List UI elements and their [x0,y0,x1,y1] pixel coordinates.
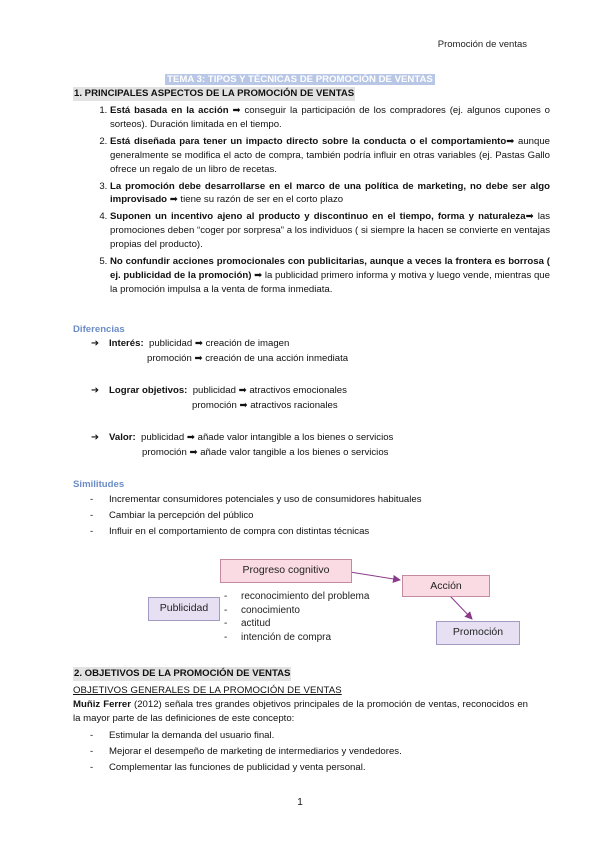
diff-desc: creación de imagen [205,338,290,349]
list-item: - Complementar las funciones de publicidad y venta personal. [90,761,530,775]
item-text: conseguir la participación de los compradores (ej. algunos cupones o sorteos). Duración limitada en el tiempo. [110,105,551,130]
section2-subheading: OBJETIVOS GENERALES DE LA PROMOCIÓN DE VENTAS [73,685,342,696]
section1-heading: 1. PRINCIPALES ASPECTOS DE LA PROMOCIÓN DE VENTAS [74,88,355,99]
list-item: - reconocimiento del problema [224,590,369,604]
item-text: las promociones deben “coger por sorpresa” a los individuos ( si siempre la hacen se convierte en ventajas propias del producto). [110,211,550,251]
accion-box: Acción [402,575,490,597]
diff-term: promoción [147,353,192,364]
diferencias-label: Diferencias [73,324,125,335]
arrow-icon: ➡ [506,135,515,147]
item-bold: Está basada en la acción [110,105,229,116]
diff-term: promoción [142,447,187,458]
list-item: - Cambiar la percepción del público [90,509,530,523]
promocion-box: Promoción [436,621,520,645]
list-item: - conocimiento [224,604,369,618]
list-item: - Incrementar consumidores potenciales y uso de consumidores habituales [90,493,530,507]
arrow-accion-promocion [450,596,472,619]
item-bold: No confundir acciones promocionales con publicitarias, aunque a veces la frontera es borrosa ( ej. publicidad de la promoción) [110,256,550,281]
publicidad-box: Publicidad [148,597,220,621]
diff-desc: añade valor tangible a los bienes o servicios [200,447,389,458]
similitudes-label: Similitudes [73,479,125,490]
progreso-cognitivo-box: Progreso cognitivo [220,559,352,583]
item-bold: Suponen un incentivo ajeno al producto y discontinuo en el tiempo, forma y naturaleza [110,211,526,223]
diff-desc: añade valor intangible a los bienes o servicios [197,432,394,443]
author-name: Muñiz Ferrer [73,699,131,710]
list-item: - Estimular la demanda del usuario final. [90,729,530,743]
list-item: - intención de compra [224,631,369,645]
item-text: tiene su razón de ser en el corto plazo [177,194,344,206]
arrow-icon: ➡ [239,400,248,411]
arrow-icon: ➡ [525,211,534,223]
page-number: 1 [297,797,303,808]
diff-label: Lograr objetivos: [109,385,188,396]
diff-term: promoción [192,400,237,411]
paragraph-text: (2012) señala tres grandes objetivos principales de la promoción de ventas, reconocidos en la mayor parte de las definiciones de este concepto: [73,699,528,724]
objetivos-paragraph [73,698,528,726]
arrow-icon: ➡ [194,353,203,364]
cognitive-steps-list [224,590,369,644]
list-item: - Influir en el comportamiento de compra con distintas técnicas [90,525,530,539]
page-title-text: TEMA 3: TIPOS Y TÉCNICAS DE PROMOCIÓN DE VENTAS [167,74,433,85]
arrow-icon: ➡ [238,385,247,396]
arrow-progreso-accion [350,572,400,580]
running-header: Promoción de ventas [437,39,527,50]
diff-term: publicidad [141,432,185,443]
list-item: - actitud [224,617,369,631]
diff-label: Interés: [109,338,144,349]
list-item: - Mejorar el desempeño de marketing de intermediarios y vendedores. [90,745,530,759]
arrow-icon: ➡ [254,269,263,281]
diff-desc: atractivos emocionales [249,385,347,396]
item-bold: La promoción debe desarrollarse en el marco de una política de marketing, no debe ser algo improvisado [110,180,550,206]
arrow-icon: ➡ [169,194,178,206]
arrow-icon: ➡ [194,338,203,349]
arrow-right-icon: ➔ [91,385,100,396]
diff-term: publicidad [149,338,193,349]
section2-heading: 2. OBJETIVOS DE LA PROMOCIÓN DE VENTAS [74,668,291,679]
diff-label: Valor: [109,432,136,443]
item-text: la publicidad primero informa y motiva y luego vende, mientras que la promoción impulsa a la venta de forma inmediata. [110,269,550,295]
arrow-icon: ➡ [189,447,198,458]
arrow-right-icon: ➔ [91,338,100,349]
diff-term: publicidad [192,385,236,396]
arrow-icon: ➡ [186,432,195,443]
diff-desc: atractivos racionales [250,400,338,411]
objetivos-list [90,729,530,777]
item-bold: Está diseñada para tener un impacto directo sobre la conducta o el comportamiento [110,135,507,147]
arrow-right-icon: ➔ [91,432,100,443]
diff-desc: creación de una acción inmediata [205,353,349,364]
item-text: aunque generalmente se modifica el acto de compra, también podría influir en otras variables (ej. Pastas Gallo ofrece un regalo de un libro de recetas. [110,135,550,175]
arrow-icon: ➡ [232,105,241,116]
